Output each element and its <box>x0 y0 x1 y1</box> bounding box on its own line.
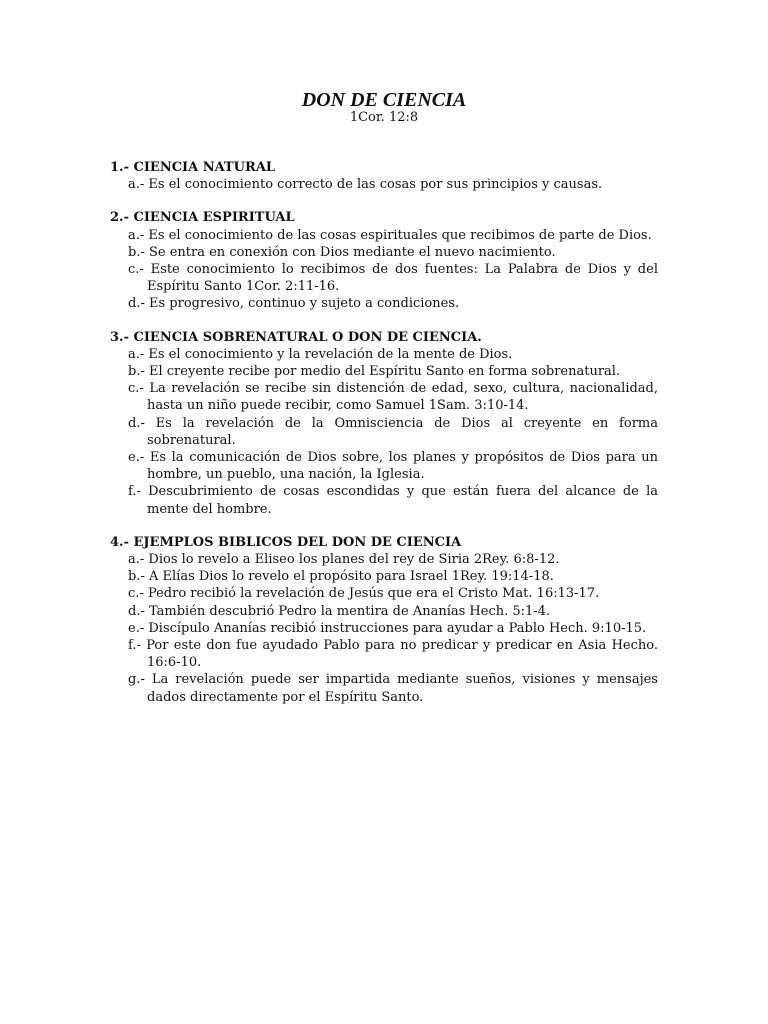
list-item-text: También descubrió Pedro la mentira de Ananías Hech. 5:1-4. <box>149 603 551 619</box>
list-item-text: Es el conocimiento y la revelación de la mente de Dios. <box>148 346 513 362</box>
list-item <box>128 671 658 705</box>
list-item-text: A Elías Dios lo revelo el propósito para Israel 1Rey. 19:14-18. <box>149 569 554 585</box>
list-item-text: Este conocimiento lo recibimos de dos fuentes: La Palabra de Dios y del Espíritu Santo 1Cor. 2:11-16. <box>147 262 658 295</box>
list-item <box>128 415 658 449</box>
list-item-text: El creyente recibe por medio del Espíritu Santo en forma sobrenatural. <box>149 364 621 380</box>
list-item-marker: e.- <box>128 450 145 466</box>
list-item <box>128 551 658 568</box>
section-heading: 4.- EJEMPLOS BIBLICOS DEL DON DE CIENCIA <box>110 534 462 550</box>
list-item-marker: d.- <box>128 296 145 312</box>
list-item-marker: a.- <box>128 346 145 362</box>
section-item-list <box>110 551 658 706</box>
list-item-text: La revelación se recibe sin distención de edad, sexo, cultura, nacionalidad, hasta un niño puede recibir, como Samuel 1Sam. 3:10-14. <box>147 381 659 414</box>
list-item <box>128 363 658 380</box>
list-item-marker: c.- <box>128 381 144 397</box>
list-item <box>128 295 658 312</box>
list-item <box>128 637 658 671</box>
list-item-text: Es el conocimiento de las cosas espirituales que recibimos de parte de Dios. <box>148 227 652 243</box>
section <box>110 209 658 312</box>
list-item-marker: f.- <box>128 484 141 500</box>
document-body <box>110 159 658 722</box>
list-item <box>128 380 658 414</box>
list-item-marker: b.- <box>128 244 145 260</box>
list-item <box>128 568 658 585</box>
section-item-list <box>110 346 658 518</box>
list-item <box>128 261 658 295</box>
list-item <box>128 620 658 637</box>
list-item-text: Por este don fue ayudado Pablo para no predicar y predicar en Asia Hecho. 16:6-10. <box>146 638 658 671</box>
list-item-marker: d.- <box>128 603 145 619</box>
list-item-text: Es la revelación de la Omnisciencia de Dios al creyente en forma sobrenatural. <box>147 415 658 448</box>
list-item-text: Pedro recibió la revelación de Jesús que era el Cristo Mat. 16:13-17. <box>147 586 600 602</box>
list-item-marker: b.- <box>128 569 145 585</box>
list-item-marker: e.- <box>128 620 145 636</box>
list-item-text: Descubrimiento de cosas escondidas y que están fuera del alcance de la mente del hombre. <box>147 484 658 517</box>
list-item <box>128 483 658 517</box>
list-item-marker: a.- <box>128 227 145 243</box>
section <box>110 534 658 706</box>
document-subtitle: 1Cor. 12:8 <box>349 110 419 125</box>
list-item-marker: a.- <box>128 552 145 568</box>
list-item-text: Es el conocimiento correcto de las cosas por sus principios y causas. <box>148 177 603 193</box>
list-item-text: Dios lo revelo a Eliseo los planes del rey de Siria 2Rey. 6:8-12. <box>148 552 560 568</box>
list-item <box>128 227 658 244</box>
list-item-text: Se entra en conexión con Dios mediante el nuevo nacimiento. <box>149 244 556 260</box>
list-item <box>128 176 658 193</box>
section-heading: 1.- CIENCIA NATURAL <box>110 160 276 175</box>
section-heading: 2.- CIENCIA ESPIRITUAL <box>110 210 295 226</box>
list-item <box>128 346 658 363</box>
list-item-marker: c.- <box>128 586 144 602</box>
list-item-text: Es progresivo, continuo y sujeto a condiciones. <box>149 296 460 312</box>
list-item-text: La revelación puede ser impartida mediante sueños, visiones y mensajes dados directamente por el Espíritu Santo. <box>147 672 658 705</box>
section <box>110 159 658 193</box>
list-item-marker: b.- <box>128 364 145 380</box>
section-item-list <box>110 176 658 193</box>
section-item-list <box>110 227 658 313</box>
list-item <box>128 244 658 261</box>
list-item-text: Es la comunicación de Dios sobre, los planes y propósitos de Dios para un hombre, un pueblo, una nación, la Iglesia. <box>147 450 659 483</box>
list-item <box>128 603 658 620</box>
list-item-marker: a.- <box>128 177 145 193</box>
list-item-marker: d.- <box>128 415 145 431</box>
section-heading: 3.- CIENCIA SOBRENATURAL O DON DE CIENCIA. <box>110 329 482 345</box>
list-item <box>128 585 658 602</box>
list-item-marker: c.- <box>128 262 144 278</box>
section <box>110 329 658 518</box>
list-item-marker: f.- <box>128 638 141 654</box>
list-item <box>128 449 658 483</box>
list-item-marker: g.- <box>128 672 145 688</box>
list-item-text: Discípulo Ananías recibió instrucciones para ayudar a Pablo Hech. 9:10-15. <box>148 620 647 636</box>
document-title: DON DE CIENCIA <box>301 89 467 111</box>
